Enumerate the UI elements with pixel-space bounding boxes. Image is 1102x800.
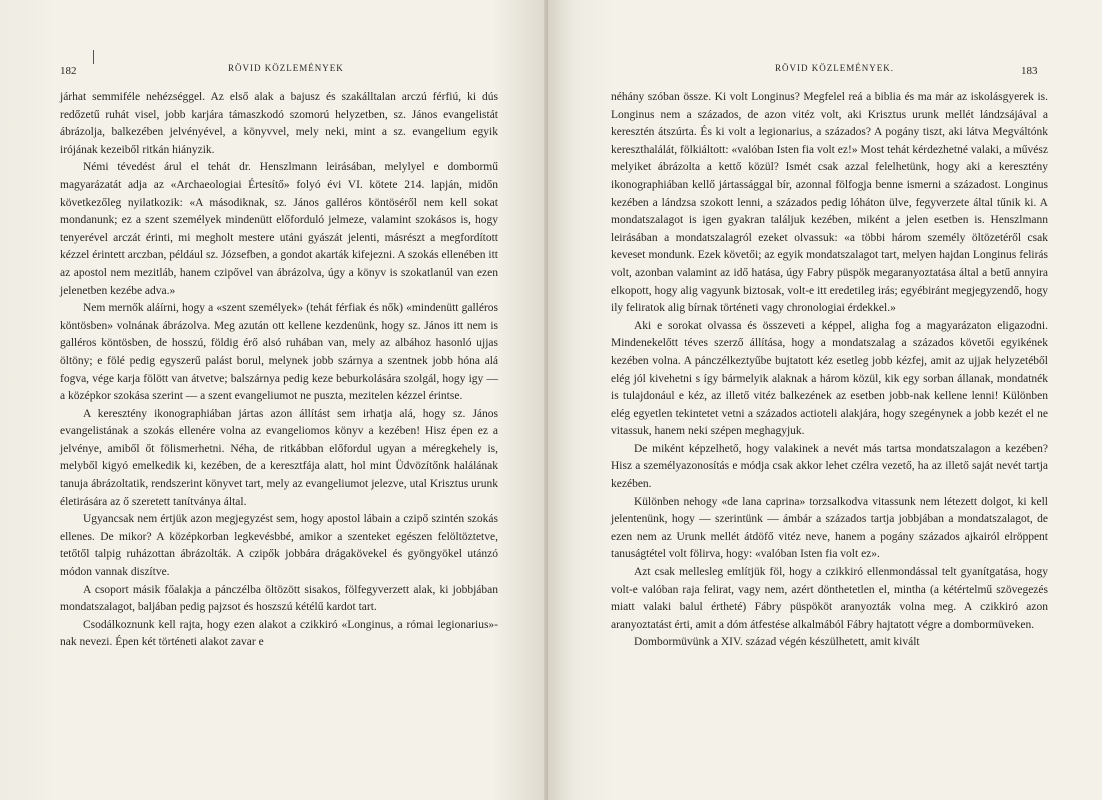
running-head: RÖVID KÖZLEMÉNYEK xyxy=(228,63,344,73)
running-head: RÖVID KÖZLEMÉNYEK. xyxy=(775,63,894,73)
page-number: 183 xyxy=(1021,65,1038,77)
paragraph: Némi tévedést árul el tehát dr. Henszlmann leirásában, melylyel e dombormű magyarázatát adja az «Archaeologiai Értesítő» folyó évi VI. kötete 214. lapján, midőn következőleg nyilatkozik: «A másodiknak, sz. János galléros köntöséről nem kell sokat mondanunk; ez a szent személyek mindenütt előforduló jelmeze, valamint szokásos is, hogy tenyerével arczát érinti, mi megholt mestere utáni gyászát jelenti, másrészt a megfordított kézzel érintett arczban, például sz. Józsefben, a gondot akarták kifejezni. A szokás ellenében itt az apostol nem mezitláb, hanem czipővel van ábrázolva, úgy a könyv is szokatlanúl van ezen jelenetben kezébe adva.» xyxy=(60,161,498,297)
page-body xyxy=(60,89,498,652)
paragraph: Nem mernők aláírni, hogy a «szent személyek» (tehát férfiak és nők) «mindenütt galléros köntösben» volnának ábrázolva. Meg azután ott kellene kezdenünk, hogy sz. János itt nem is galléros köntösben, de hosszú, földig érő alsó ruhában van, mely az albához hasonló ujjas öltöny; e fölé pedig egyszerű palást borul, melynek jobb szárnya a szentnek jobb hóna alá fogva, vége karja fölött van átvetve; balszárnya pedig keze beburkolására szolgál, hogy igy — a középkor szokása szerint — a szent evangeliumot ne puszta, mezitelen kézzel érintse. xyxy=(60,302,498,403)
paragraph: Azt csak mellesleg említjük föl, hogy a czikkiró ellenmondással telt gyanítgatása, hogy volt-e valóban raja felirat, vagy nem, azért dönthetetlen el, mintha (a kétértelmű szövegezés miatt valaki balul értheté) Fábry püspököt aranyozták volna meg. A czikkiró azon aranyoztatást érti, amit a dóm átfestése alkalmából Fábry hajtatott végre a dombormüveken. xyxy=(611,566,1048,631)
right-page xyxy=(548,0,1102,800)
paragraph: A csoport másik főalakja a pánczélba öltözött sisakos, fölfegyverzett alak, ki jobbjában mondatszalagot, baljában pedig pajzsot és hoszszú kétélű kardot tart. xyxy=(60,583,498,614)
paragraph: néhány szóban össze. Ki volt Longinus? Megfelel reá a biblia és ma már az iskolásgyerek is. Longinus nem a százados, de azon vitéz volt, aki Krisztus urunk mellét lándzsájával a keresztén átszúrta. És ki volt a legionarius, a százados? A pogány tiszt, aki látva Megváltónk kereszthalálát, fölkiáltott: «valóban Isten fia volt ez!» Most tehát kérdezhetné valaki, a művész melyiket ábrázolta a kettő közül? Ismét csak azzal felelhetünk, hogy aki a keresztény ikonographiában kellő jártassággal bír, azonnal fölfogja benne ismerni a századost. Longinus kezében a lándzsa szokott lenni, a százados pedig lóháton ülve, fegyverzete által tűnik ki. A mondatszalagot is igen gyakran találjuk kezében, miként a jelen esetben is. Henszlmann leirásában a mondatszalagról ezeket olvassuk: «a többi három személy öltözetéről csak keveset mondunk. Ezek követői; az egyik mondatszalagot tart, melyen hajdan Longinus felirás volt, azonban valamint az idő hatása, úgy Fabry püspök megaranyoztatása által a betű annyira elkopott, hogy alig vagyunk biztosak, volt-e itt eredetileg irás; egyébiránt megjegyzendő, hogy ily feliratok alig bírnak történeti vagy chronologiai érdekkel.» xyxy=(611,91,1048,315)
paragraph: Csodálkoznunk kell rajta, hogy ezen alakot a czikkiró «Longinus, a római legionarius»-nak nevezi. Épen két történeti alakot zavar e xyxy=(60,618,498,649)
paragraph: De miként képzelhető, hogy valakinek a nevét más tartsa mondatszalagon a kezében? Hisz a személyazonosítás e módja csak akkor lehet czélra vezető, ha az illető saját nevét tartja kezében. xyxy=(611,442,1048,491)
paragraph: Dombormüvünk a XIV. század végén készülhetett, amit kivált xyxy=(634,636,920,649)
page-number: 182 xyxy=(60,65,77,77)
paragraph: Ugyancsak nem értjük azon megjegyzést sem, hogy apostol lábain a czipő szintén szokás ellenes. De mikor? A középkorban legkevésbbé, amikor a szenteket egészen felöltöztetve, tetőtől talpig ruházottan ábrázolták. A czipők jobbára drágakövekel és gyöngyökel utánzó módon vannak diszítve. xyxy=(60,513,498,579)
paragraph: járhat semmiféle nehézséggel. Az első alak a bajusz és szakálltalan arczú férfiú, ki dús redőzetű ruhát visel, jobb karjára támaszkodó szomorú helyzetben, sz. János evangelistát ábrázolja, balkezében jelvényével, a könyvvel, mely neki, mint a sz. evangelium egyik irójának kezeiből ritkán hiányzik. xyxy=(60,91,498,156)
paragraph: Különben nehogy «de lana caprina» torzsalkodva vitassunk nem létezett dolgot, ki kell jelentenünk, hogy — szerintünk — ámbár a százados tartja jobbjában a mondatszalagot, de ezen nem az Urunk mellét átdöfő vitéz neve, hanem a pogány százados ajkairól elröppent tanuságtétel volt fölirva, hogy: «valóban Isten fia volt ez». xyxy=(611,495,1048,561)
page-body xyxy=(611,89,1048,652)
paragraph: A keresztény ikonographiában jártas azon állítást sem irhatja alá, hogy sz. János evangelistának a szokás ellenére volna az evangeliomos könyv a kezében! Hisz épen ez a jelvénye, amiből őt fölismerhetni. Néha, de ritkábban előfordul ugyan a méregkehely is, melyből kigyó emelkedik ki, kezében, de a keresztfája alatt, hol mint Üdvözítőnk halálának tanuja ábrázoltatik, rendszerint könyvet tart, mely az evangeliumot jelezve, utal Krisztus urunk életirására az ő szeretett tanítványa által. xyxy=(60,407,498,508)
left-page xyxy=(0,0,548,800)
paragraph: Aki e sorokat olvassa és összeveti a képpel, aligha fog a magyarázaton eligazodni. Mindenekelőtt téves szerző állítása, hogy a mondatszalag a százados követői egyikének kezében volna. A pánczélkeztyűbe bujtatott kéz esetleg jobb kézfej, amit az ujjak helyzetéből elég jól kivehetni s így bármelyik alaknak a három közül, kik egy sorban állanak, mondatnék is tulajdonául e kéz, az illető vitéz balkezének az esetben jobb-nak kellene lenni! Különben elég egyetlen tekintetet vetni a százados actioteli alakjára, hogy szegénynek a jobb kezét el ne vitassuk, hanem neki szépen meghagyjuk. xyxy=(611,319,1048,438)
margin-mark xyxy=(93,50,94,64)
